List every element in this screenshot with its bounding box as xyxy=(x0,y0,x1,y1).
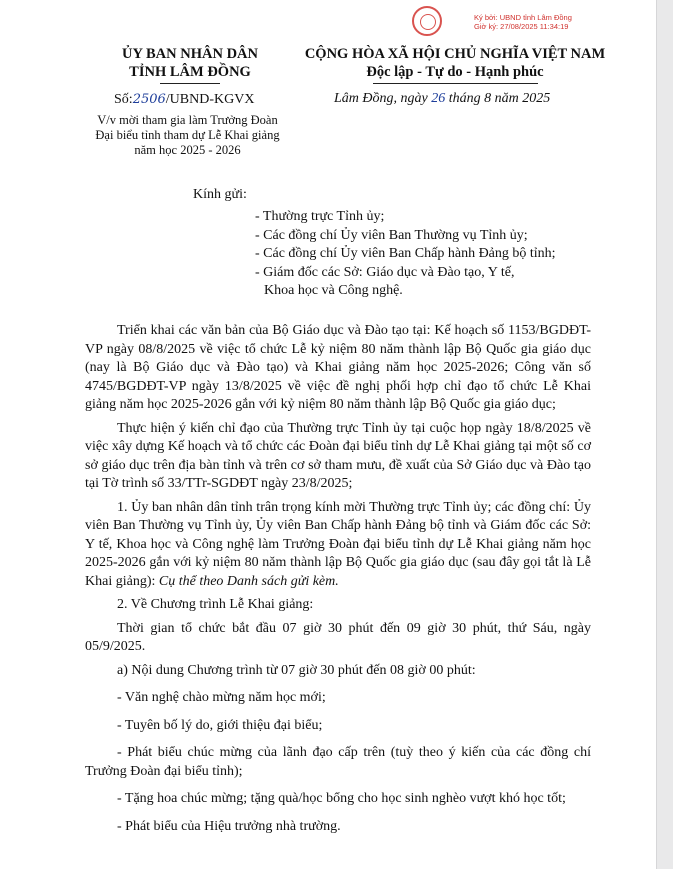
national-title: CỘNG HÒA XÃ HỘI CHỦ NGHĨA VIỆT NAM xyxy=(304,46,606,62)
digital-seal-icon xyxy=(412,6,442,36)
recipients-list xyxy=(255,208,556,301)
body-paragraph: a) Nội dung Chương trình từ 07 giờ 30 phút đến 08 giờ 00 phút: xyxy=(117,662,476,678)
document-number-handwritten: 2506 xyxy=(132,92,166,107)
issuer-line2: TỈNH LÂM ĐỒNG xyxy=(129,64,251,80)
body-paragraph: Thời gian tổ chức bắt đầu 07 giờ 30 phút đến 09 giờ 30 phút, thứ Sáu, ngày 05/9/2025. xyxy=(85,620,591,654)
recipient-item: - Các đồng chí Ủy viên Ban Chấp hành Đảng bộ tỉnh; xyxy=(255,246,556,261)
issuer-line1: ỦY BAN NHÂN DÂN xyxy=(121,46,258,62)
body-paragraph: 1. Ủy ban nhân dân tỉnh trân trọng kính mời Thường trực Tỉnh ủy; các đồng chí: Ủy viên Ban Thường vụ Tỉnh ủy, Ủy viên Ban Chấp hành Đảng bộ tỉnh và Giám đốc các Sở: Y tế, Khoa học và Công nghệ làm Trưởng Đoàn đại biểu tỉnh dự Lễ Khai giảng năm học 2025-2026 gắn với kỷ niệm 80 năm thành lập Bộ Quốc gia giáo dục (sau đây gọi tắt là Lễ Khai giảng): Cụ thể theo Danh sách gửi kèm. xyxy=(85,499,591,589)
body-paragraph: 2. Về Chương trình Lễ Khai giảng: xyxy=(117,597,314,612)
national-header xyxy=(285,45,625,84)
recipient-item: - Thường trực Tỉnh ủy; xyxy=(255,209,385,224)
motto-underline xyxy=(373,83,538,84)
document-date: Lâm Đồng, ngày 26 tháng 8 năm 2025 xyxy=(334,91,551,106)
recipient-item: - Các đồng chí Ủy viên Ban Thường vụ Tỉnh ủy; xyxy=(255,227,528,243)
body-list-item: - Văn nghệ chào mừng năm học mới; xyxy=(117,690,326,705)
document-number: Số:2506/UBND-KGVX xyxy=(114,92,255,107)
body-list-item: - Tuyên bố lý do, giới thiệu đại biểu; xyxy=(117,717,323,733)
body-list-item: - Phát biểu của Hiệu trưởng nhà trường. xyxy=(117,818,341,834)
body-paragraph: Thực hiện ý kiến chỉ đạo của Thường trực Tỉnh ủy tại cuộc họp ngày 18/8/2025 về việc xây dựng Kế hoạch và tổ chức các Đoàn đại biểu tỉnh dự Lễ Khai giảng tại một số cơ sở giáo dục trên địa bàn tỉnh và trên cơ sở tham mưu, đề xuất của Sở Giáo dục và Đào tạo tại Tờ trình số 33/TTr-SGDĐT ngày 23/8/2025; xyxy=(85,420,591,491)
signature-time: Giờ ký: 27/08/2025 11:34:19 xyxy=(474,22,569,31)
national-motto: Độc lập - Tự do - Hạnh phúc xyxy=(366,64,544,80)
viewer-scrollbar[interactable] xyxy=(656,0,673,869)
body-list-item: - Phát biểu chúc mừng của lãnh đạo cấp trên (tuỳ theo ý kiến của các đồng chí Trưởng Đoàn đại biểu tỉnh); xyxy=(85,745,591,779)
signature-signer: Ký bởi: UBND tỉnh Lâm Đồng xyxy=(474,13,572,22)
recipients-label: Kính gửi: xyxy=(193,187,247,202)
recipient-item: - Giám đốc các Sở: Giáo dục và Đào tạo, Y tế, xyxy=(255,264,515,280)
issuer-underline xyxy=(160,83,220,84)
document-body xyxy=(85,322,591,845)
recipient-item: Khoa học và Công nghệ. xyxy=(264,283,403,298)
body-list-item: - Tặng hoa chúc mừng; tặng quà/học bổng cho học sinh nghèo vượt khó học tốt; xyxy=(117,791,566,806)
document-subject: V/v mời tham gia làm Trưởng Đoàn Đại biểu tỉnh tham dự Lễ Khai giảng năm học 2025 - 2026 xyxy=(95,113,280,157)
digital-signature-info xyxy=(474,13,572,31)
issuer-header xyxy=(90,45,290,84)
body-paragraph: Triển khai các văn bản của Bộ Giáo dục và Đào tạo tại: Kế hoạch số 1153/BGDĐT-VP ngày 08/8/2025 về việc tổ chức Lễ kỷ niệm 80 năm thành lập Bộ Quốc gia giáo dục (nay là Bộ Giáo dục và Đào tạo) và Khai giảng năm học 2025-2026; Công văn số 4745/BGDĐT-VP ngày 13/8/2025 về việc đề nghị phối hợp chỉ đạo tổ chức Lễ Khai giảng năm học 2025-2026 gắn với kỷ niệm 80 năm thành lập Bộ Quốc gia giáo dục; xyxy=(85,323,591,412)
date-day-handwritten: 26 xyxy=(431,91,446,106)
